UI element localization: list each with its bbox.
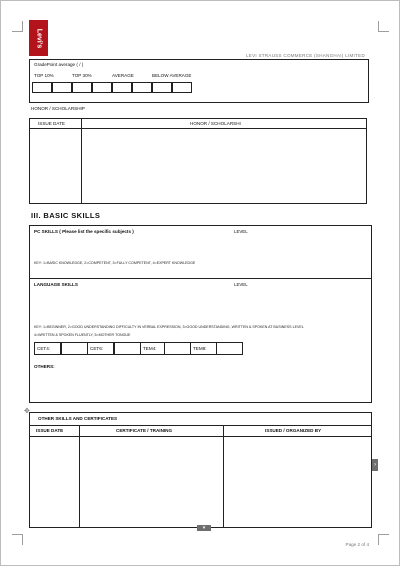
certificates-header-rule <box>30 436 371 437</box>
honor-table <box>29 118 367 204</box>
crop-mark-top-right <box>378 21 389 32</box>
grade-checkbox-average[interactable] <box>112 82 132 93</box>
grade-option-below-average: BELOW AVERAGE <box>152 73 192 78</box>
language-skills-label: LANGUAGE SKILLS <box>34 282 78 287</box>
tem4-label-cell <box>140 342 167 355</box>
levis-logo <box>29 20 48 56</box>
honor-col-honor: HONOR / SCHOLARSHI <box>190 121 241 126</box>
certificates-table <box>29 412 372 528</box>
logo-text: Levi's <box>35 28 43 48</box>
certificates-divider-2 <box>223 425 224 527</box>
cet6-label: CET6: <box>90 346 104 351</box>
scroll-right-arrow-icon[interactable]: › <box>372 459 378 471</box>
cet6-input[interactable] <box>114 342 141 355</box>
certificates-title: OTHER SKILLS AND CERTIFICATES <box>38 416 118 421</box>
honor-section-title: HONOR / SCHOLARSHIP <box>31 106 85 111</box>
tem8-label: TEM8: <box>193 346 207 351</box>
page-number: Page 2 of 4 <box>345 542 369 547</box>
grade-checkbox-below-b[interactable] <box>172 82 192 93</box>
cet4-label-cell <box>34 342 61 355</box>
cet6-label-cell <box>87 342 114 355</box>
company-name: LEVI STRAUSS COMMERCE (SHANGHAI) LIMITED <box>245 53 365 58</box>
language-skills-box <box>29 278 372 403</box>
grade-checkbox-average-b[interactable] <box>132 82 152 93</box>
tem4-input[interactable] <box>164 342 191 355</box>
table-move-handle-icon[interactable]: ✥ <box>24 408 30 415</box>
pc-skills-label: PC SKILLS ( Please list the specific subjects ) <box>34 229 134 234</box>
pc-skills-box <box>29 225 372 279</box>
certificates-col-issued-by: ISSUED / ORGANIZED BY <box>265 428 322 433</box>
pc-skills-key: KEY: 1=BASIC KNOWLEDGE, 2=COMPETENT, 3=FULLY COMPETENT, 4=EXPERT KNOWLEDGE <box>34 261 196 265</box>
grade-option-top30: TOP 30% <box>72 73 92 78</box>
grade-point-box <box>29 59 369 103</box>
crop-mark-bottom-right <box>378 534 389 545</box>
language-key-line2: 4=WRITTEN & SPOKEN FLUENTLY, 5=MOTHER TONGUE <box>34 333 131 337</box>
language-key-line1: KEY: 1=BEGINNER, 2=GOOD UNDERSTANDING DIFFICULTY IN VERBAL EXPRESSION, 3=GOOD UNDERSTANDING, WRITTEN & SPOKEN AT BUSINESS LEVEL <box>34 325 304 329</box>
grade-option-top10: TOP 10% <box>34 73 54 78</box>
honor-col-issue-date: ISSUE DATE <box>38 121 65 126</box>
others-label: OTHERS: <box>34 364 55 369</box>
grade-checkbox-top30-b[interactable] <box>92 82 112 93</box>
certificates-title-rule <box>30 425 371 426</box>
certificates-col-certificate: CERTIFICATE / TRAINING <box>116 428 173 433</box>
crop-mark-bottom-left <box>12 534 23 545</box>
certificates-divider-1 <box>79 425 80 527</box>
honor-column-divider <box>81 119 82 203</box>
grade-checkbox-top30[interactable] <box>72 82 92 93</box>
grade-point-label: GradePoint average ( / ) <box>34 62 84 67</box>
cet4-input[interactable] <box>61 342 88 355</box>
crop-mark-top-left <box>12 21 23 32</box>
basic-skills-title: III. BASIC SKILLS <box>31 211 101 220</box>
language-level-label: LEVEL <box>234 282 248 287</box>
grade-checkbox-below[interactable] <box>152 82 172 93</box>
tem8-input[interactable] <box>216 342 243 355</box>
cet4-label: CET4: <box>37 346 51 351</box>
tem4-label: TEM4: <box>143 346 157 351</box>
grade-checkbox-top10[interactable] <box>32 82 52 93</box>
grade-option-average: AVERAGE <box>112 73 134 78</box>
certificates-col-issue-date: ISSUE DATE <box>36 428 64 433</box>
scroll-down-arrow-icon[interactable]: ▾ <box>197 525 211 531</box>
pc-level-label: LEVEL <box>234 229 248 234</box>
tem8-label-cell <box>190 342 217 355</box>
grade-checkbox-top10-b[interactable] <box>52 82 72 93</box>
